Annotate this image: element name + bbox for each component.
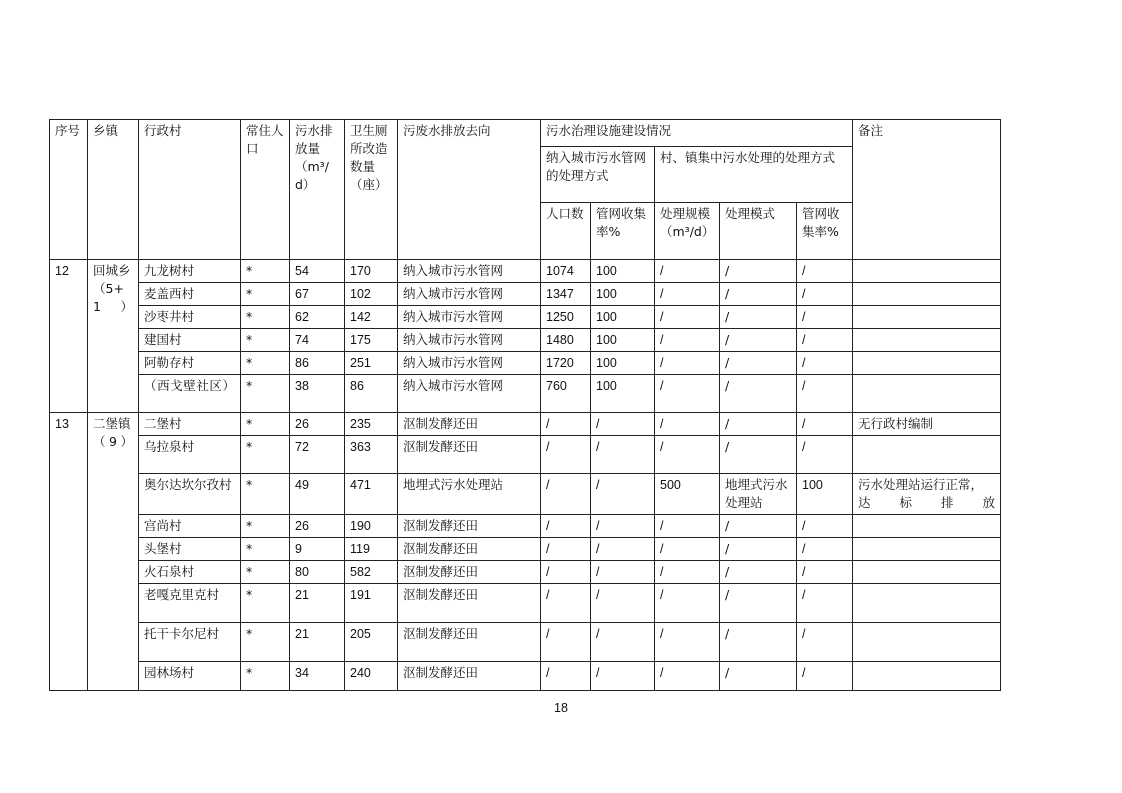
cell-seq: 13 (50, 413, 88, 691)
header-discharge: 污废水排放去向 (398, 120, 541, 260)
table-row (50, 352, 1001, 375)
cell-toilet: 191 (345, 584, 398, 623)
cell-remark (853, 561, 1001, 584)
table-row (50, 436, 1001, 474)
cell-remark (853, 375, 1001, 413)
header-remark: 备注 (853, 120, 1001, 260)
header-pipe-rate-2: 管网收集率% (797, 203, 853, 260)
cell-sewage: 9 (290, 538, 345, 561)
cell-mode: / (720, 283, 797, 306)
cell-mode: / (720, 413, 797, 436)
cell-sewage: 80 (290, 561, 345, 584)
cell-discharge: 纳入城市污水管网 (398, 306, 541, 329)
cell-population: * (241, 561, 290, 584)
cell-remark (853, 662, 1001, 691)
table-row (50, 515, 1001, 538)
cell-pipe-rate: 100 (591, 329, 655, 352)
cell-mode: / (720, 306, 797, 329)
cell-discharge: 纳入城市污水管网 (398, 283, 541, 306)
table-row (50, 329, 1001, 352)
cell-discharge: 纳入城市污水管网 (398, 329, 541, 352)
header-mode: 处理模式 (720, 203, 797, 260)
table-row (50, 584, 1001, 623)
cell-mode: / (720, 561, 797, 584)
cell-village: 麦盖西村 (139, 283, 241, 306)
cell-pipe-rate-2: / (797, 413, 853, 436)
cell-pop-count: / (541, 515, 591, 538)
cell-village: 宫尚村 (139, 515, 241, 538)
cell-toilet: 251 (345, 352, 398, 375)
cell-pipe-rate: 100 (591, 306, 655, 329)
cell-village: 沙枣井村 (139, 306, 241, 329)
cell-sewage: 74 (290, 329, 345, 352)
cell-toilet: 235 (345, 413, 398, 436)
cell-discharge: 纳入城市污水管网 (398, 260, 541, 283)
cell-pop-count: / (541, 561, 591, 584)
cell-toilet: 86 (345, 375, 398, 413)
header-pop-count: 人口数 (541, 203, 591, 260)
cell-population: * (241, 352, 290, 375)
cell-pipe-rate-2: / (797, 584, 853, 623)
cell-scale: / (655, 623, 720, 662)
cell-sewage: 67 (290, 283, 345, 306)
cell-pipe-rate-2: 100 (797, 474, 853, 515)
cell-toilet: 190 (345, 515, 398, 538)
cell-population: * (241, 538, 290, 561)
cell-pipe-rate: / (591, 413, 655, 436)
cell-pipe-rate-2: / (797, 306, 853, 329)
cell-pipe-rate: / (591, 515, 655, 538)
cell-village: 奥尔达坎尔孜村 (139, 474, 241, 515)
cell-pipe-rate-2: / (797, 260, 853, 283)
cell-population: * (241, 306, 290, 329)
table-row (50, 306, 1001, 329)
cell-mode: / (720, 623, 797, 662)
cell-pipe-rate: 100 (591, 260, 655, 283)
cell-population: * (241, 584, 290, 623)
header-town: 乡镇 (88, 120, 139, 260)
cell-remark (853, 584, 1001, 623)
cell-remark (853, 260, 1001, 283)
cell-discharge: 沤制发酵还田 (398, 584, 541, 623)
cell-pop-count: 760 (541, 375, 591, 413)
table-row (50, 413, 1001, 436)
cell-pop-count: 1720 (541, 352, 591, 375)
cell-discharge: 地埋式污水处理站 (398, 474, 541, 515)
header-toilet: 卫生厕所改造数量（座） (345, 120, 398, 260)
cell-scale: / (655, 352, 720, 375)
cell-discharge: 纳入城市污水管网 (398, 375, 541, 413)
cell-scale: / (655, 306, 720, 329)
cell-discharge: 沤制发酵还田 (398, 662, 541, 691)
cell-village: 阿勒存村 (139, 352, 241, 375)
cell-pop-count: 1250 (541, 306, 591, 329)
cell-remark (853, 306, 1001, 329)
cell-toilet: 471 (345, 474, 398, 515)
cell-pipe-rate-2: / (797, 283, 853, 306)
cell-scale: / (655, 283, 720, 306)
cell-pop-count: / (541, 436, 591, 474)
cell-scale: / (655, 436, 720, 474)
cell-pipe-rate: / (591, 662, 655, 691)
cell-village: 园林场村 (139, 662, 241, 691)
cell-village: 头堡村 (139, 538, 241, 561)
cell-pop-count: 1480 (541, 329, 591, 352)
sewage-facility-table (49, 119, 1001, 691)
cell-pipe-rate: 100 (591, 375, 655, 413)
cell-village: 火石泉村 (139, 561, 241, 584)
cell-pipe-rate-2: / (797, 329, 853, 352)
cell-discharge: 沤制发酵还田 (398, 623, 541, 662)
table-row (50, 283, 1001, 306)
cell-sewage: 72 (290, 436, 345, 474)
cell-village: 托干卡尔尼村 (139, 623, 241, 662)
cell-pipe-rate: / (591, 436, 655, 474)
cell-pop-count: / (541, 662, 591, 691)
cell-mode: / (720, 436, 797, 474)
cell-toilet: 240 (345, 662, 398, 691)
cell-village: 乌拉泉村 (139, 436, 241, 474)
cell-toilet: 102 (345, 283, 398, 306)
cell-remark (853, 538, 1001, 561)
cell-discharge: 沤制发酵还田 (398, 413, 541, 436)
cell-population: * (241, 623, 290, 662)
cell-remark (853, 623, 1001, 662)
cell-pop-count: 1347 (541, 283, 591, 306)
cell-mode: / (720, 584, 797, 623)
header-population: 常住人口 (241, 120, 290, 260)
cell-pipe-rate-2: / (797, 515, 853, 538)
cell-population: * (241, 436, 290, 474)
cell-toilet: 170 (345, 260, 398, 283)
cell-village: 二堡村 (139, 413, 241, 436)
cell-pipe-rate: / (591, 474, 655, 515)
cell-toilet: 582 (345, 561, 398, 584)
cell-discharge: 沤制发酵还田 (398, 515, 541, 538)
cell-population: * (241, 413, 290, 436)
table-row (50, 538, 1001, 561)
cell-pipe-rate: / (591, 538, 655, 561)
cell-toilet: 363 (345, 436, 398, 474)
cell-mode: / (720, 375, 797, 413)
header-facility: 污水治理设施建设情况 (541, 120, 853, 147)
header-pipe-rate: 管网收集率% (591, 203, 655, 260)
cell-pipe-rate: / (591, 623, 655, 662)
cell-toilet: 205 (345, 623, 398, 662)
cell-sewage: 34 (290, 662, 345, 691)
cell-sewage: 86 (290, 352, 345, 375)
table-row (50, 375, 1001, 413)
cell-sewage: 49 (290, 474, 345, 515)
header-seq: 序号 (50, 120, 88, 260)
cell-scale: / (655, 260, 720, 283)
cell-town: 回城乡（5+1） (88, 260, 139, 413)
cell-mode: / (720, 515, 797, 538)
cell-remark (853, 329, 1001, 352)
cell-village: （西戈壁社区） (139, 375, 241, 413)
cell-scale: / (655, 515, 720, 538)
table-row (50, 623, 1001, 662)
cell-discharge: 沤制发酵还田 (398, 436, 541, 474)
cell-pipe-rate-2: / (797, 561, 853, 584)
cell-mode: 地埋式污水处理站 (720, 474, 797, 515)
header-scale: 处理规模（m³/d） (655, 203, 720, 260)
cell-pipe-rate: / (591, 584, 655, 623)
cell-toilet: 175 (345, 329, 398, 352)
cell-scale: / (655, 662, 720, 691)
cell-village: 建国村 (139, 329, 241, 352)
cell-remark (853, 436, 1001, 474)
cell-population: * (241, 329, 290, 352)
cell-pipe-rate-2: / (797, 662, 853, 691)
cell-scale: / (655, 584, 720, 623)
cell-discharge: 沤制发酵还田 (398, 561, 541, 584)
cell-population: * (241, 474, 290, 515)
header-urban-pipe: 纳入城市污水管网的处理方式 (541, 147, 655, 203)
cell-scale: / (655, 561, 720, 584)
cell-population: * (241, 375, 290, 413)
cell-sewage: 38 (290, 375, 345, 413)
cell-pop-count: 1074 (541, 260, 591, 283)
cell-pop-count: / (541, 584, 591, 623)
cell-seq: 12 (50, 260, 88, 413)
cell-mode: / (720, 260, 797, 283)
cell-scale: / (655, 375, 720, 413)
cell-pipe-rate: 100 (591, 283, 655, 306)
cell-mode: / (720, 329, 797, 352)
cell-population: * (241, 260, 290, 283)
cell-sewage: 62 (290, 306, 345, 329)
cell-town: 二堡镇（9） (88, 413, 139, 691)
cell-remark: 无行政村编制 (853, 413, 1001, 436)
cell-scale: / (655, 413, 720, 436)
cell-discharge: 沤制发酵还田 (398, 538, 541, 561)
cell-pop-count: / (541, 623, 591, 662)
table-header (50, 120, 1001, 260)
cell-pipe-rate-2: / (797, 375, 853, 413)
cell-pipe-rate-2: / (797, 352, 853, 375)
cell-pop-count: / (541, 413, 591, 436)
cell-remark (853, 515, 1001, 538)
table-row (50, 662, 1001, 691)
cell-population: * (241, 283, 290, 306)
cell-scale: / (655, 329, 720, 352)
page-number: 18 (554, 701, 568, 715)
cell-mode: / (720, 538, 797, 561)
cell-scale: / (655, 538, 720, 561)
table-body (50, 260, 1001, 691)
cell-village: 九龙树村 (139, 260, 241, 283)
cell-sewage: 21 (290, 584, 345, 623)
cell-sewage: 26 (290, 413, 345, 436)
header-village: 行政村 (139, 120, 241, 260)
cell-mode: / (720, 662, 797, 691)
cell-pipe-rate-2: / (797, 436, 853, 474)
cell-pipe-rate: 100 (591, 352, 655, 375)
cell-sewage: 21 (290, 623, 345, 662)
header-sewage: 污水排放量（m³/d） (290, 120, 345, 260)
cell-pipe-rate-2: / (797, 623, 853, 662)
cell-sewage: 54 (290, 260, 345, 283)
cell-pop-count: / (541, 474, 591, 515)
table-row (50, 474, 1001, 515)
cell-toilet: 142 (345, 306, 398, 329)
cell-remark (853, 352, 1001, 375)
cell-village: 老嘎克里克村 (139, 584, 241, 623)
cell-sewage: 26 (290, 515, 345, 538)
cell-scale: 500 (655, 474, 720, 515)
cell-population: * (241, 662, 290, 691)
cell-discharge: 纳入城市污水管网 (398, 352, 541, 375)
cell-remark: 污水处理站运行正常，达标排放 (853, 474, 1001, 515)
cell-pipe-rate-2: / (797, 538, 853, 561)
cell-remark (853, 283, 1001, 306)
table-row (50, 561, 1001, 584)
cell-mode: / (720, 352, 797, 375)
cell-pipe-rate: / (591, 561, 655, 584)
cell-population: * (241, 515, 290, 538)
table-row (50, 260, 1001, 283)
cell-pop-count: / (541, 538, 591, 561)
cell-toilet: 119 (345, 538, 398, 561)
header-centralized: 村、镇集中污水处理的处理方式 (655, 147, 853, 203)
